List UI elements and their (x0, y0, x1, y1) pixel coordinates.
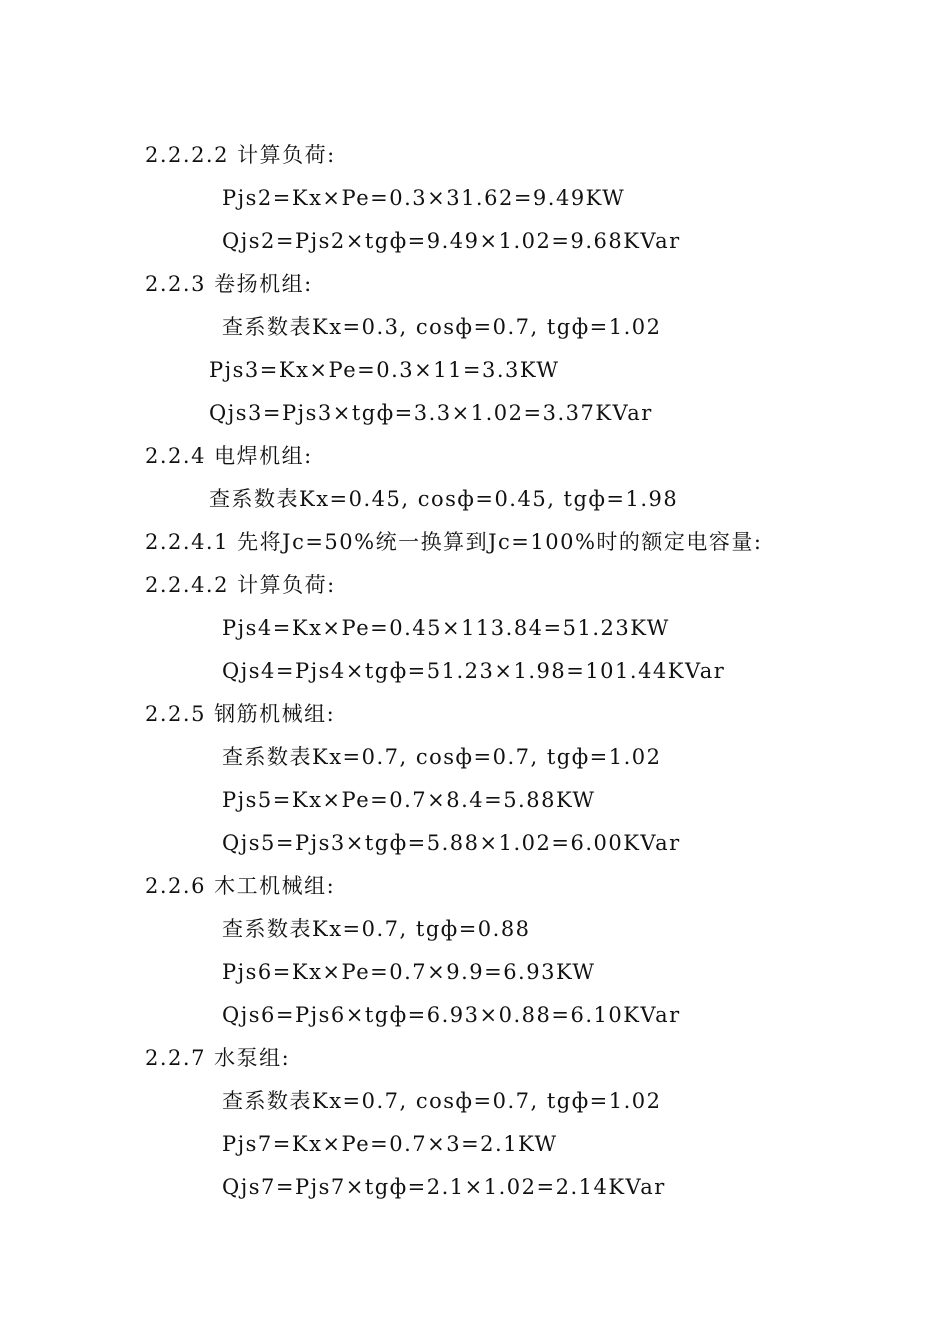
coefficients-4: 查系数表Kx=0.45, cosф=0.45, tgф=1.98 (209, 487, 679, 511)
formula-qjs3: Qjs3=Pjs3×tgф=3.3×1.02=3.37KVar (209, 401, 653, 425)
heading-2-2-5: 2.2.5 钢筋机械组: (145, 702, 336, 726)
heading-2-2-3: 2.2.3 卷扬机组: (145, 272, 313, 296)
formula-qjs5: Qjs5=Pjs3×tgф=5.88×1.02=6.00KVar (222, 831, 681, 855)
heading-2-2-6: 2.2.6 木工机械组: (145, 874, 336, 898)
formula-pjs2: Pjs2=Kx×Pe=0.3×31.62=9.49KW (222, 186, 626, 210)
formula-qjs2: Qjs2=Pjs2×tgф=9.49×1.02=9.68KVar (222, 229, 681, 253)
heading-2-2-7: 2.2.7 水泵组: (145, 1046, 291, 1070)
coefficients-7: 查系数表Kx=0.7, cosф=0.7, tgф=1.02 (222, 1089, 662, 1113)
formula-pjs6: Pjs6=Kx×Pe=0.7×9.9=6.93KW (222, 960, 596, 984)
coefficients-5: 查系数表Kx=0.7, cosф=0.7, tgф=1.02 (222, 745, 662, 769)
heading-2-2-4: 2.2.4 电焊机组: (145, 444, 313, 468)
heading-2-2-4-2: 2.2.4.2 计算负荷: (145, 573, 336, 597)
formula-pjs5: Pjs5=Kx×Pe=0.7×8.4=5.88KW (222, 788, 596, 812)
coefficients-3: 查系数表Kx=0.3, cosф=0.7, tgф=1.02 (222, 315, 662, 339)
formula-pjs4: Pjs4=Kx×Pe=0.45×113.84=51.23KW (222, 616, 670, 640)
heading-2-2-4-1: 2.2.4.1 先将Jc=50%统一换算到Jc=100%时的额定电容量: (145, 530, 763, 554)
formula-qjs4: Qjs4=Pjs4×tgф=51.23×1.98=101.44KVar (222, 659, 726, 683)
heading-2-2-2-2: 2.2.2.2 计算负荷: (145, 143, 336, 167)
formula-qjs7: Qjs7=Pjs7×tgф=2.1×1.02=2.14KVar (222, 1175, 666, 1199)
coefficients-6: 查系数表Kx=0.7, tgф=0.88 (222, 917, 531, 941)
formula-pjs3: Pjs3=Kx×Pe=0.3×11=3.3KW (209, 358, 560, 382)
formula-qjs6: Qjs6=Pjs6×tgф=6.93×0.88=6.10KVar (222, 1003, 681, 1027)
formula-pjs7: Pjs7=Kx×Pe=0.7×3=2.1KW (222, 1132, 558, 1156)
